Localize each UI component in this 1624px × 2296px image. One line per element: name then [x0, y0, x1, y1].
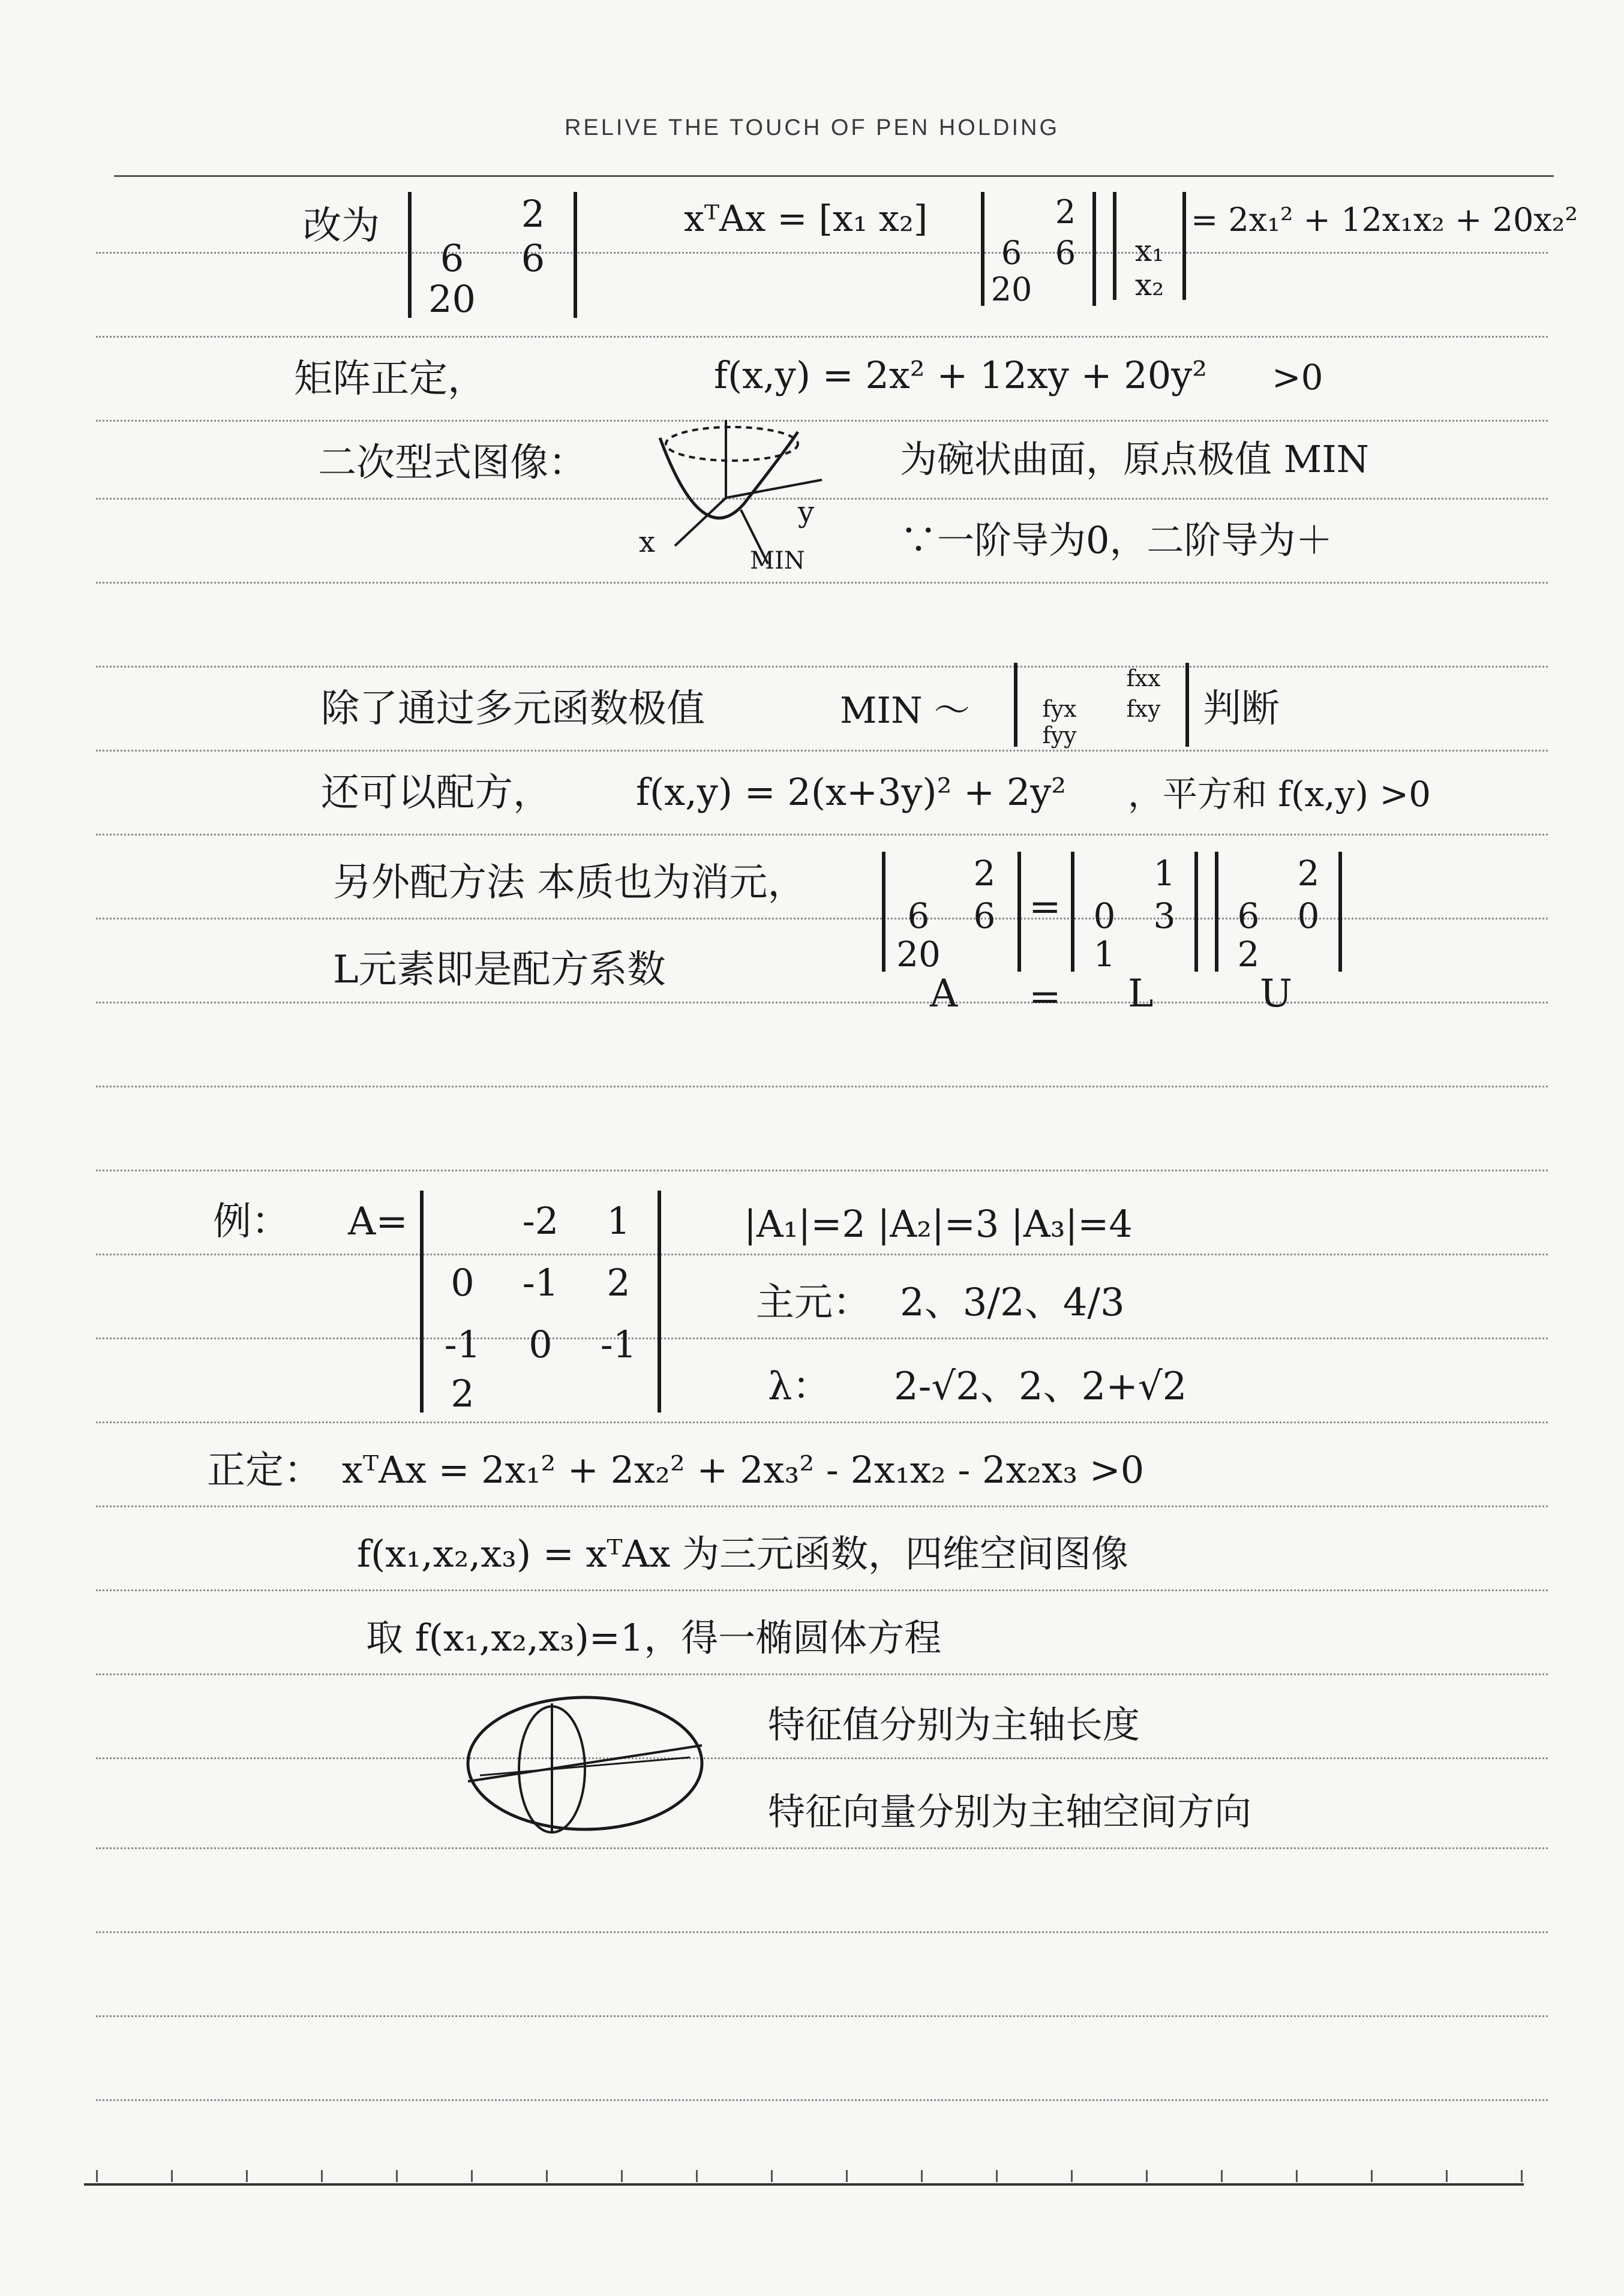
bowl-description: 为碗状曲面，原点极值 MIN	[900, 437, 1369, 481]
note-l-coefficients: L元素即是配方系数	[333, 948, 666, 992]
ruled-line	[96, 1847, 1548, 1849]
four-d-space-note: f(x₁,x₂,x₃) = xᵀAx 为三元函数，四维空间图像	[357, 1532, 1129, 1576]
leading-minors: |A₁|=2 |A₂|=3 |A₃|=4	[744, 1202, 1133, 1246]
positive-definite-label: 正定：	[207, 1448, 322, 1493]
vector-cell: x₂	[1134, 268, 1164, 302]
matrix-cell: 6	[973, 895, 996, 936]
note-completing-square: 还可以配方，	[321, 771, 551, 815]
example-matrix	[420, 1191, 661, 1416]
ruled-line	[96, 1254, 1548, 1255]
matrix-cell: 3	[1153, 895, 1176, 936]
label-u: U	[1260, 972, 1292, 1016]
min-point-label: MIN	[750, 547, 805, 575]
matrix-cell: 2	[1297, 852, 1320, 894]
sum-of-squares-note: ，平方和 f(x,y) >0	[1128, 774, 1431, 815]
matrix-cell: 20	[896, 934, 941, 975]
eigenvalues-label: λ：	[768, 1365, 831, 1409]
matrix-cell: 6	[1055, 234, 1076, 272]
note-judge: 判断	[1203, 687, 1280, 731]
hessian-cell: fxy	[1126, 695, 1161, 722]
matrix-b	[981, 192, 1096, 306]
label-l: L	[1128, 972, 1154, 1016]
ruled-line	[96, 666, 1548, 668]
matrix-cell: -1	[600, 1322, 637, 1366]
matrix-cell: 2	[521, 192, 545, 236]
ruled-line	[96, 252, 1548, 254]
eigenvalues: 2-√2、2、2+√2	[894, 1365, 1187, 1409]
matrix-cell: 6	[440, 236, 464, 280]
lu-equals: =	[1029, 885, 1061, 929]
example-label: 例：	[213, 1200, 290, 1244]
ruled-line	[96, 1757, 1548, 1759]
ruled-line	[96, 1338, 1548, 1339]
matrix-cell: 6	[907, 895, 930, 936]
lu-matrix-a	[882, 852, 1021, 975]
quadratic-result: = 2x₁² + 12x₁x₂ + 20x₂²	[1191, 201, 1578, 239]
label-a: A	[930, 972, 958, 1016]
eigenvector-direction-note: 特征向量分别为主轴空间方向	[768, 1790, 1252, 1834]
matrix-cell: 1	[1093, 934, 1116, 975]
matrix-cell: 0	[1297, 895, 1320, 936]
matrix-cell: 0	[529, 1322, 553, 1366]
ruled-line	[96, 1505, 1548, 1507]
hessian-matrix	[1014, 663, 1189, 747]
matrix-cell: 2	[451, 1371, 475, 1416]
matrix-cell: 6	[1001, 234, 1022, 272]
matrix-cell: 2	[607, 1260, 631, 1305]
min-approx: MIN ～	[840, 690, 970, 732]
eigenvalue-axis-note: 特征值分别为主轴长度	[768, 1703, 1140, 1747]
page-header: RELIVE THE TOUCH OF PEN HOLDING	[564, 115, 1060, 140]
note-quadratic-graph: 二次型式图像：	[318, 441, 587, 485]
hessian-cell: fyx	[1042, 695, 1077, 722]
axis-x-label: x	[639, 525, 656, 559]
vector-x	[1113, 192, 1186, 300]
lu-matrix-u	[1215, 852, 1342, 975]
note-elimination: 另外配方法 本质也为消元，	[333, 861, 806, 905]
bottom-rule	[84, 2183, 1524, 2186]
matrix-cell: 20	[990, 271, 1032, 308]
function-fxy: f(x,y) = 2x² + 12xy + 20y²	[714, 353, 1208, 397]
derivative-description: ∵一阶导为0，二阶导为＋	[900, 518, 1333, 562]
label-equals: =	[1029, 975, 1061, 1019]
matrix-cell: 1	[607, 1199, 631, 1243]
matrix-cell: 2	[1237, 934, 1260, 975]
hessian-cell: fxx	[1126, 665, 1161, 692]
note-positive-definite: 矩阵正定，	[294, 357, 486, 401]
ruler-ticks	[96, 2170, 1524, 2182]
completed-square-formula: f(x,y) = 2(x+3y)² + 2y²	[636, 770, 1067, 814]
pivots-label: 主元：	[756, 1281, 871, 1325]
matrix-cell: -1	[522, 1260, 559, 1305]
ruled-line	[96, 336, 1548, 338]
quadratic-form-3d: xᵀAx = 2x₁² + 2x₂² + 2x₃² - 2x₁x₂ - 2x₂x₃ >0	[342, 1448, 1145, 1492]
header-rule	[114, 175, 1554, 177]
matrix-cell: -1	[444, 1322, 481, 1366]
matrix-cell: 0	[1093, 895, 1116, 936]
ruled-line	[96, 1086, 1548, 1087]
note-label-change: 改为	[303, 204, 380, 248]
xtax-expression: xᵀAx = [x₁ x₂]	[684, 198, 928, 240]
matrix-cell: 6	[521, 236, 545, 280]
matrix-cell: 0	[451, 1260, 475, 1305]
matrix-cell: 2	[1055, 193, 1076, 231]
ruled-line	[96, 1002, 1548, 1003]
ruled-line	[96, 1589, 1548, 1591]
ruled-line	[96, 1422, 1548, 1423]
matrix-a	[408, 192, 577, 321]
matrix-cell: -2	[522, 1199, 559, 1243]
ruled-line	[96, 1673, 1548, 1675]
matrix-cell: 20	[428, 277, 476, 321]
ruled-line	[96, 2099, 1548, 2101]
ruled-line	[96, 750, 1548, 752]
vector-cell: x₁	[1134, 233, 1164, 268]
ruled-line	[96, 2015, 1548, 2017]
lu-matrix-l	[1071, 852, 1198, 975]
ellipsoid-sketch	[462, 1691, 708, 1835]
ruled-line	[96, 1931, 1548, 1933]
ruled-line	[96, 582, 1548, 584]
greater-than-zero: >0	[1272, 357, 1323, 398]
pivots-values: 2、3/2、4/3	[900, 1281, 1125, 1325]
hessian-cell: fyy	[1042, 722, 1077, 749]
ruled-line	[96, 1170, 1548, 1171]
axis-y-label: y	[798, 495, 815, 529]
matrix-cell: 1	[1153, 852, 1176, 894]
matrix-cell: 6	[1237, 895, 1260, 936]
note-besides: 除了通过多元函数极值	[321, 687, 705, 731]
matrix-cell: 2	[973, 852, 996, 894]
ellipsoid-equation-note: 取 f(x₁,x₂,x₃)=1，得一椭圆体方程	[366, 1616, 942, 1660]
matrix-a-equals: A=	[348, 1200, 408, 1244]
ruled-line	[96, 834, 1548, 836]
